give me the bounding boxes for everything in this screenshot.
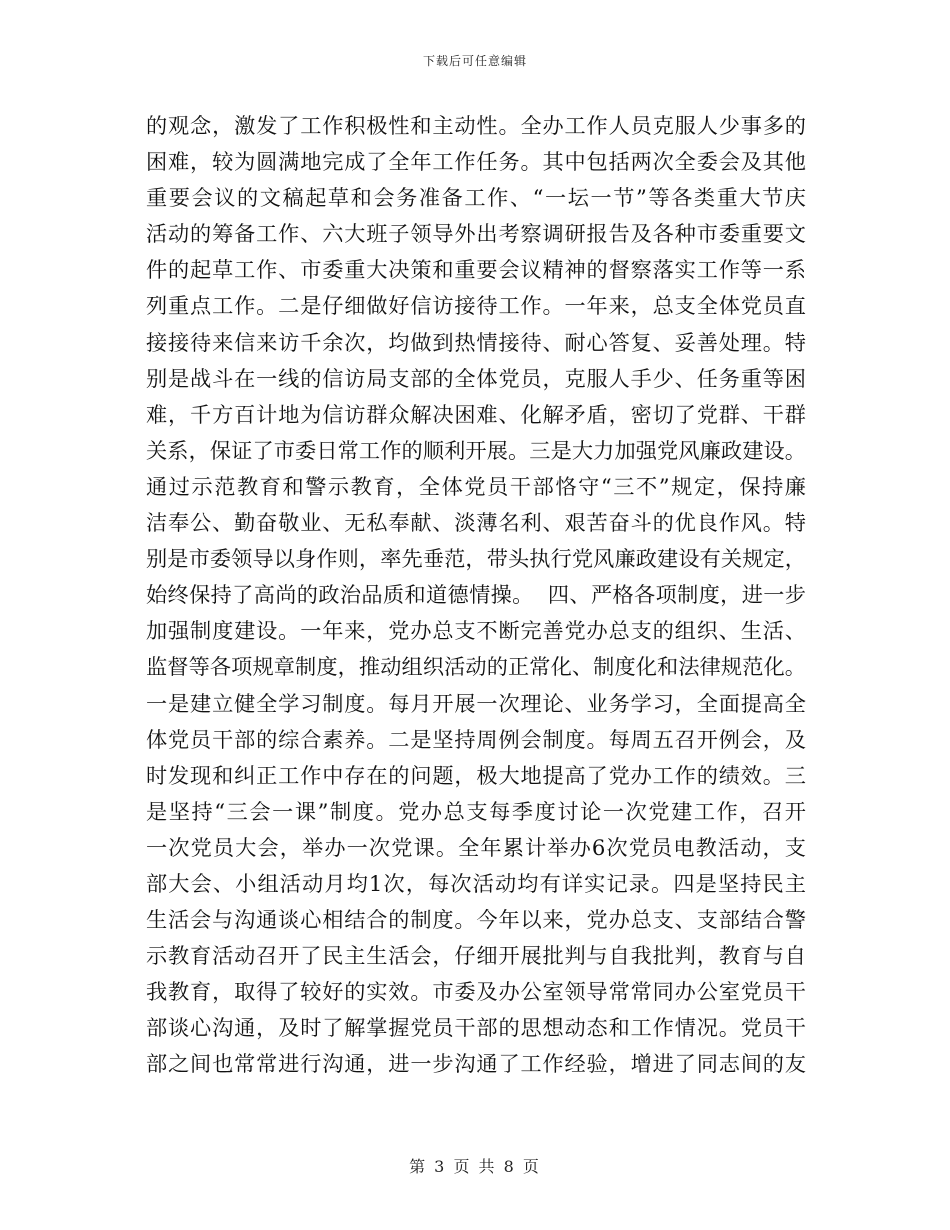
body-line: 体党员干部的综合素养。二是坚持周例会制度。每周五召开例会，及 (146, 726, 806, 752)
body-line: 生活会与沟通谈心相结合的制度。今年以来，党办总支、支部结合警 (146, 907, 806, 933)
body-line: 的观念，激发了工作积极性和主动性。全办工作人员克服人少事多的 (146, 113, 806, 138)
body-line: 部大会、小组活动月均1次，每次活动均有详实记录。四是坚持民主 (146, 870, 806, 896)
page-header: 下载后可任意编辑 (422, 54, 527, 68)
body-line: 始终保持了高尚的政治品质和道德情操。 四、严格各项制度，进一步 (146, 582, 806, 608)
page-footer: 第 3 页 共 8 页 (409, 1157, 541, 1176)
body-line: 示教育活动召开了民主生活会，仔细开展批判与自我批判，教育与自 (146, 943, 806, 969)
body-line: 部之间也常常进行沟通，进一步沟通了工作经验，增进了同志间的友 (146, 1051, 806, 1077)
body-line: 接接待来信来访千余次，均做到热情接待、耐心答复、妥善处理。特 (146, 329, 806, 355)
body-line: 别是战斗在一线的信访局支部的全体党员，克服人手少、任务重等困 (146, 365, 806, 391)
body-line: 难，千方百计地为信访群众解决困难、化解矛盾，密切了党群、干群 (146, 401, 806, 427)
body-line: 困难，较为圆满地完成了全年工作任务。其中包括两次全委会及其他 (146, 149, 806, 175)
body-line: 重要会议的文稿起草和会务准备工作、“一坛一节”等各类重大节庆 (146, 185, 806, 211)
body-line: 一次党员大会，举办一次党课。全年累计举办6次党员电教活动，支 (146, 834, 806, 860)
body-line: 我教育，取得了较好的实效。市委及办公室领导常常同办公室党员干 (146, 979, 806, 1005)
body-line: 件的起草工作、市委重大决策和重要会议精神的督察落实工作等一系 (146, 257, 806, 283)
body-line: 监督等各项规章制度，推动组织活动的正常化、制度化和法律规范化。 (146, 654, 806, 680)
body-line: 洁奉公、勤奋敬业、无私奉献、淡薄名利、艰苦奋斗的优良作风。特 (146, 510, 806, 536)
body-text (146, 108, 806, 1083)
body-line: 部谈心沟通，及时了解掌握党员干部的思想动态和工作情况。党员干 (146, 1015, 806, 1041)
body-line: 列重点工作。二是仔细做好信访接待工作。一年来，总支全体党员直 (146, 293, 806, 319)
body-line: 活动的筹备工作、六大班子领导外出考察调研报告及各种市委重要文 (146, 221, 806, 247)
body-line: 时发现和纠正工作中存在的问题，极大地提高了党办工作的绩效。三 (146, 762, 806, 788)
body-line: 别是市委领导以身作则，率先垂范，带头执行党风廉政建设有关规定， (146, 546, 806, 572)
body-line: 加强制度建设。一年来，党办总支不断完善党办总支的组织、生活、 (146, 618, 806, 644)
body-line: 通过示范教育和警示教育，全体党员干部恪守“三不”规定，保持廉 (146, 473, 806, 499)
body-line: 是坚持“三会一课”制度。党办总支每季度讨论一次党建工作，召开 (146, 798, 806, 824)
body-line: 一是建立健全学习制度。每月开展一次理论、业务学习，全面提高全 (146, 690, 806, 716)
body-line: 关系，保证了市委日常工作的顺利开展。三是大力加强党风廉政建设。 (146, 437, 806, 463)
